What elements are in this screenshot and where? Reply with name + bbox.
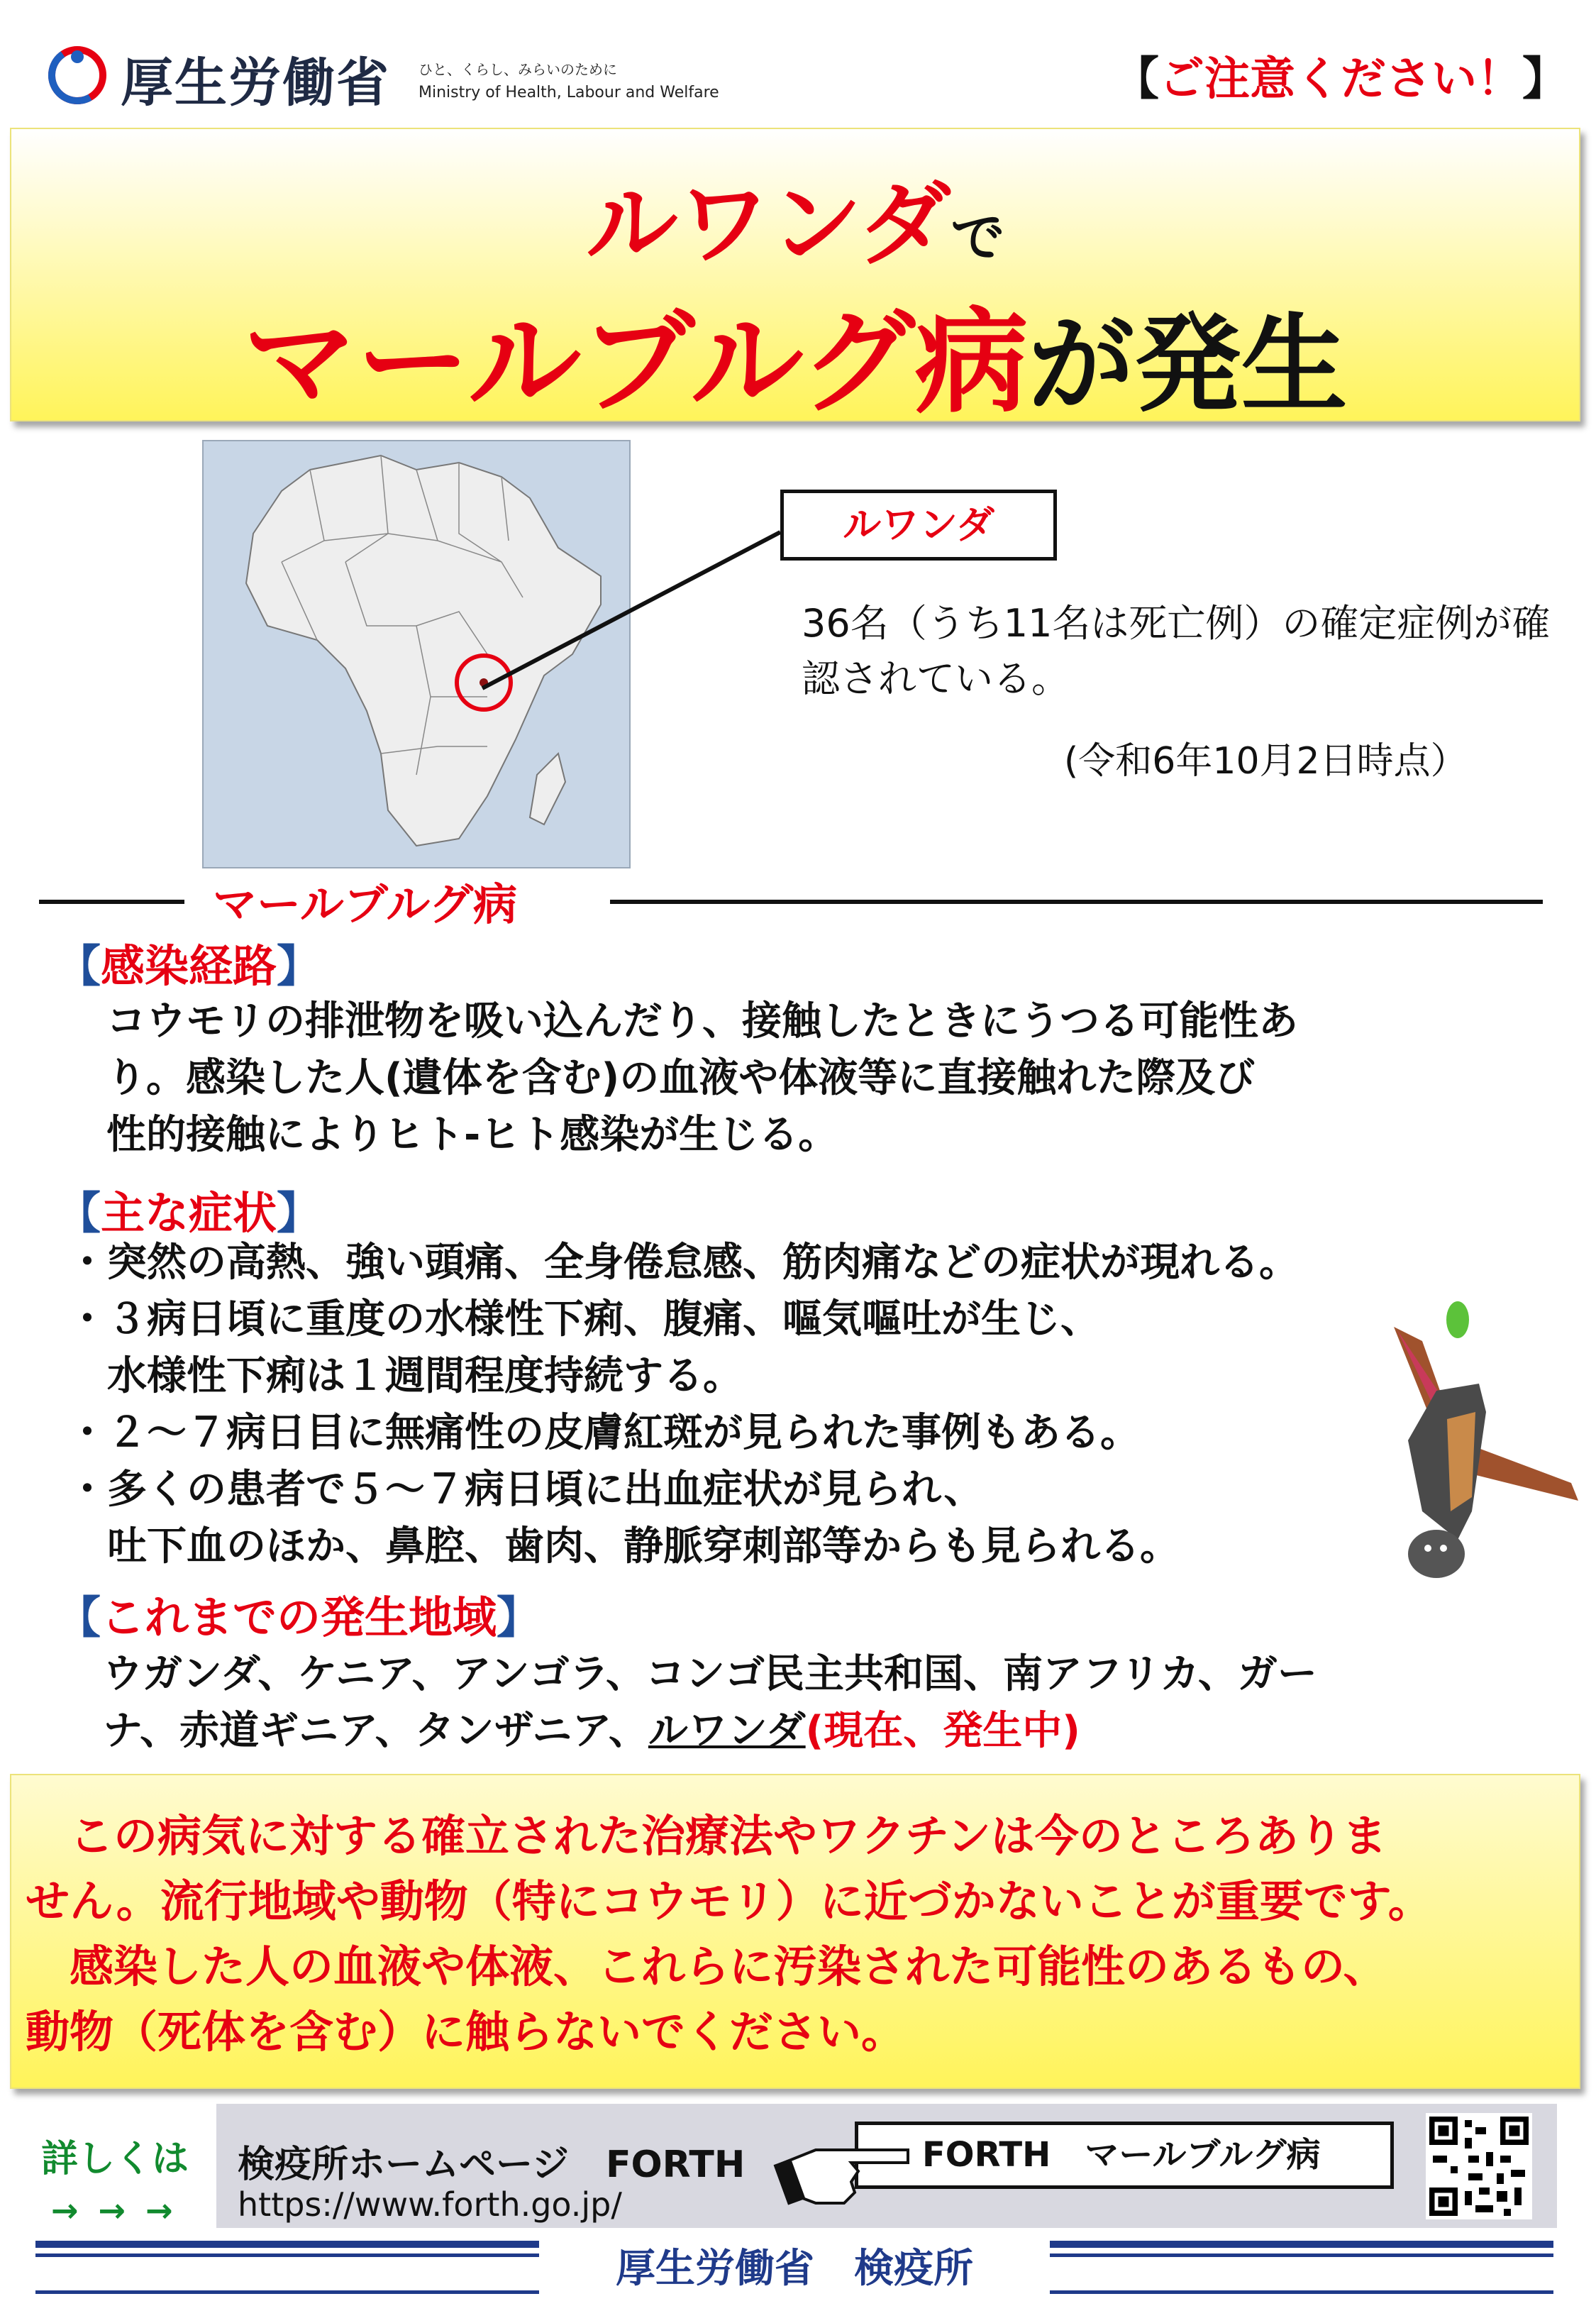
outbreak-areas-text: ウガンダ、ケニア、アンゴラ、コンゴ民主共和国、南アフリカ、ガー ナ、赤道ギニア、タンザニア、ルワンダ(現在、発生中)	[103, 1651, 1317, 1754]
list-item: ・２～７病日目に無痛性の皮膚紅斑が見られた事例もある。	[67, 1410, 1140, 1456]
ministry-english-name: Ministry of Health, Labour and Welfare	[419, 84, 719, 101]
current-outbreak-note: (現在、発生中)	[805, 1708, 1080, 1754]
title-line-1: ルワンダで	[585, 170, 1005, 278]
arrow-icons: → → →	[51, 2191, 177, 2229]
caution-label: 【ご注意ください！】	[1114, 53, 1568, 106]
heading-infection-route: 【感染経路】	[57, 940, 321, 992]
warning-text: この病気に対する確立された治療法やワクチンは今のところありま せん。流行地域や動物（特にコウモリ）に近づかないことが重要です。 感染した人の血液や体液、これらに汚染された可能性のあるもの、 動物（死体を含む）に触らないでください。	[26, 1810, 1432, 2058]
more-info-label: 詳しくは	[41, 2138, 189, 2180]
callout-line	[468, 525, 794, 710]
list-item: ・多くの患者で５～７病日頃に出血症状が見られ、	[67, 1467, 984, 1513]
list-item: ・３病日頃に重度の水様性下痢、腹痛、嘔気嘔吐が生じ、	[67, 1296, 1100, 1342]
warning-box	[10, 1774, 1580, 2089]
list-item: ・突然の高熱、強い頭痛、全身倦怠感、筋肉痛などの症状が現れる。	[67, 1240, 1299, 1286]
current-country: ルワンダ	[648, 1708, 806, 1754]
qr-code-icon[interactable]	[1426, 2113, 1532, 2219]
section-title: マールブルグ病	[213, 878, 518, 930]
ministry-name: 厚生労働省	[121, 53, 390, 114]
title-line-2: マールブルグ病が発生	[243, 296, 1348, 429]
pointing-hand-icon	[773, 2122, 915, 2214]
title-disease: マールブルグ病	[243, 296, 1029, 429]
as-of-date: (令和6年10月2日時点）	[1064, 740, 1468, 783]
forth-url-link[interactable]: https://www.forth.go.jp/	[238, 2185, 622, 2224]
bat-illustration-icon	[1380, 1298, 1585, 1596]
ministry-tagline: ひと、くらし、みらいのために	[419, 61, 617, 78]
section-rule-right	[610, 900, 1543, 904]
forth-homepage-link[interactable]: 検疫所ホームページ FORTH	[238, 2144, 746, 2186]
heading-symptoms: 【主な症状】	[57, 1187, 321, 1239]
list-item: 水様性下痢は１週間程度持続する。	[67, 1353, 743, 1399]
footer-organization: 厚生労働省 検疫所	[616, 2246, 973, 2292]
rwanda-label-box: ルワンダ	[780, 490, 1057, 561]
mhlw-logo-icon	[45, 41, 109, 105]
title-country: ルワンダ	[585, 170, 951, 278]
symptoms-list	[67, 1235, 1299, 1575]
search-keyword-box: FORTH マールブルグ病	[855, 2122, 1394, 2189]
infection-route-text: コウモリの排泄物を吸い込んだり、接触したときにうつる可能性あ り。感染した人(遺体を含む)の血液や体液等に直接触れた際及び 性的接触によりヒト-ヒト感染が生じる。	[106, 998, 1298, 1158]
heading-outbreak-areas: 【これまでの発生地域】	[57, 1591, 541, 1643]
title-banner	[10, 128, 1580, 429]
section-rule-left	[39, 900, 184, 904]
list-item: 吐下血のほか、鼻腔、歯肉、静脈穿刺部等からも見られる。	[67, 1523, 1180, 1569]
case-count-text: 36名（うち11名は死亡例）の確定症例が確認されている。	[802, 601, 1551, 701]
